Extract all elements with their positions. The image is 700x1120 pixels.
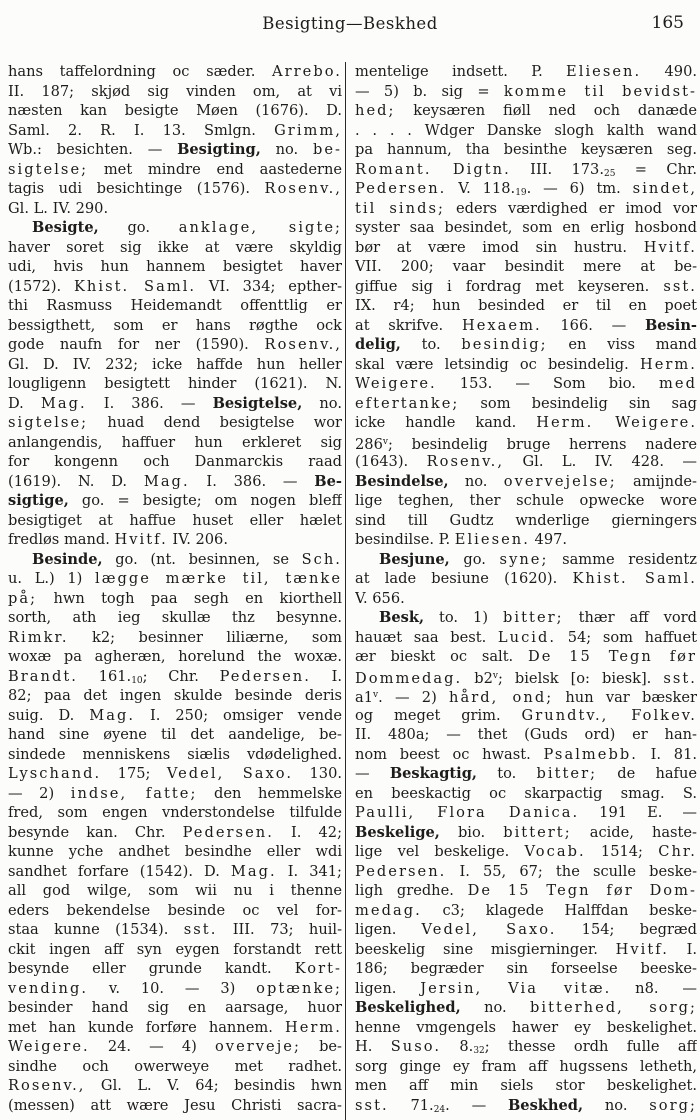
text-line: Wb.: besichten. — Besigting, no. be-	[8, 141, 342, 158]
text-line: ligen. Jersin, Via vitæ. n8. —	[355, 979, 697, 997]
text-line: IX. r4; hun besinded er til en poet	[355, 297, 697, 314]
text-line: Gl. L. IV. 290.	[8, 199, 109, 217]
text-line: tagis udi besichtinge (1576). Rosenv.,	[8, 180, 342, 197]
text-line: Brandt. 161.10; Chr. Pedersen. I.	[8, 667, 342, 686]
column-left	[8, 62, 342, 1120]
text-line: sorth, ath ieg skullæ thz besynne.	[8, 609, 342, 626]
text-line: ckit ingen aff syn eygen forstandt rett	[8, 940, 342, 958]
text-line: syster saa besindet, som en erlig hosbond	[355, 219, 697, 236]
column-right	[346, 62, 697, 1120]
text-line: ær bieskt oc salt. De 15 Tegn før	[355, 648, 697, 665]
text-line: Lyschand. 175; Vedel, Saxo. 130.	[8, 765, 342, 782]
text-line: — 5) b. sig = komme til bevidst-	[355, 82, 697, 100]
text-line: beeskelig sine misgierninger. Hvitf. I.	[355, 940, 697, 958]
text-line: 286$^v$; besindelig bruge herrens nadere	[355, 435, 697, 452]
text-line: en beeskactig oc skarpactig smag. S.	[355, 784, 697, 802]
text-line: . . . . Wdger Danske slogh kalth wand	[355, 121, 697, 139]
text-line: nom beest oc hwast. Psalmebb. I. 81.	[355, 745, 697, 763]
text-line: sindede menniskens siælis vdødelighed.	[8, 745, 342, 763]
text-line: Rimkr. k2; besinner liliærne, som	[8, 628, 342, 646]
text-line: Dommedag. b2$^v$; bielsk [o: biesk]. sst.	[355, 669, 697, 686]
text-line: på; hwn togh paa segh en kiorthell	[8, 589, 342, 607]
text-line: II. 480a; — thet (Guds ord) er han-	[355, 726, 697, 743]
text-line: vending. v. 10. — 3) optænke;	[8, 979, 342, 997]
text-line: Besindelse, no. overvejelse; amijnde-	[355, 472, 697, 490]
text-line: pa hannum, tha besinthe keysæren seg.	[355, 141, 697, 158]
text-line: sigtelse; met mindre end aastederne	[8, 160, 342, 178]
text-line: besynde kan. Chr. Pedersen. I. 42;	[8, 823, 342, 841]
text-line: sindhe och owerweye met radhet.	[8, 1057, 342, 1075]
text-line: at skrifve. Hexaem. 166. — Besin-	[355, 316, 697, 334]
text-line: næsten kan besigte Møen (1676). D.	[8, 102, 342, 119]
text-line: Paulli, Flora Danica. 191 E. —	[355, 804, 697, 821]
text-line: icke handle kand. Herm. Weigere.	[355, 414, 697, 431]
text-line: eders bekendelse besinde oc vel for-	[8, 901, 342, 919]
text-line: giffue sig i fordrag met keyseren. sst.	[355, 277, 697, 295]
text-line: — Beskagtig, to. bitter; de hafue	[355, 765, 697, 782]
text-line: u. L.) 1) lægge mærke til, tænke	[8, 570, 342, 587]
text-line: besigtiget at haffue huset eller hælet	[8, 511, 342, 529]
text-line: Weigere. 153. — Som bio. med	[355, 375, 697, 392]
text-line: lige vel beskelige. Vocab. 1514; Chr.	[355, 843, 697, 860]
text-line: Besk, to. 1) bitter; thær aff vord	[379, 609, 697, 626]
text-line: fred, som engen vnderstondelse tilfulde	[8, 804, 342, 821]
text-line: met han kunde forføre hannem. Herm.	[8, 1018, 342, 1036]
text-line: men aff min siels stor beskelighet.	[355, 1077, 697, 1094]
text-line: fredløs mand. Hvitf. IV. 206.	[8, 531, 228, 548]
text-line: 82; paa det ingen skulde besinde deris	[8, 687, 342, 704]
text-line: sst. 71.24. — Beskhed, no. sorg;	[355, 1096, 697, 1115]
text-line: Besjune, go. syne; samme residentz	[379, 550, 697, 568]
text-line: Saml. 2. R. I. 13. Smlgn. Grimm,	[8, 121, 342, 139]
text-line: delig, to. besindig; en viss mand	[355, 336, 697, 353]
text-line: lige teghen, ther schule opwecke wore	[355, 492, 697, 509]
text-line: woxæ pa agheræn, horelund the woxæ.	[8, 648, 342, 665]
text-line: a1$^v$. — 2) hård, ond; hun var bæsker	[355, 689, 697, 706]
text-line: for kongenn och Danmarckis raad	[8, 453, 342, 470]
text-line: Pedersen. I. 55, 67; the sculle beske-	[355, 862, 697, 880]
text-line: suig. D. Mag. I. 250; omsiger vende	[8, 706, 342, 724]
text-line: V. 656.	[355, 589, 405, 607]
text-line: II. 187; skjød sig vinden om, at vi	[8, 82, 342, 100]
text-line: sind till Gudtz wnderlige gierningers	[355, 511, 697, 529]
text-line: mentelige indsett. P. Eliesen. 490.	[355, 63, 697, 80]
page-header	[0, 0, 700, 60]
text-line: Weigere. 24. — 4) overveje; be-	[8, 1038, 342, 1055]
text-line: Beskelige, bio. bittert; acide, haste-	[355, 823, 697, 841]
text-line: staa kunne (1534). sst. III. 73; huil-	[8, 921, 342, 938]
text-line: besinder hand sig en aarsage, huor	[8, 999, 342, 1016]
text-line: D. Mag. I. 386. — Besigtelse, no.	[8, 394, 342, 412]
text-line: bessigthett, som er hans røgthe ock	[8, 316, 342, 334]
text-line: skal være letsindig oc besindelig. Herm.	[355, 355, 697, 373]
text-line: hans taffelordning oc sæder. Arrebo.	[8, 63, 342, 80]
text-line: 186; begræder sin forseelse beeske-	[355, 960, 697, 977]
text-line: anlangendis, haffuer hun erkleret sig	[8, 433, 342, 451]
text-line: hed; keysæren fiøll ned och danæde	[355, 102, 697, 119]
text-line: og meget grim. Grundtv., Folkev.	[355, 706, 697, 724]
text-line: Beskelighed, no. bitterhed, sorg;	[355, 999, 697, 1016]
text-line: Gl. D. IV. 232; icke haffde hun heller	[8, 355, 342, 373]
text-line: henne vmgengels hawer ey beskelighet.	[355, 1018, 697, 1036]
text-line: thi Rasmuss Heidemandt offenttlig er	[8, 297, 342, 314]
page-number: 165	[651, 13, 684, 33]
text-line: sigtige, go. = besigte; om nogen bleff	[8, 492, 342, 509]
text-line: besindilse. P. Eliesen. 497.	[355, 531, 568, 548]
text-line: Rosenv., Gl. L. V. 64; besindis hwn	[8, 1077, 342, 1094]
text-line: besynde eller grunde kandt. Kort-	[8, 960, 342, 977]
text-line: all god wilge, som wii nu i thenne	[8, 882, 342, 899]
text-body	[0, 60, 700, 1120]
text-line: H. Suso. 8.32; thesse ordh fulle aff	[355, 1038, 697, 1056]
text-line: ligen. Vedel, Saxo. 154; begræd	[355, 921, 697, 938]
text-line: (1619). N. D. Mag. I. 386. — Be-	[8, 472, 342, 490]
text-line: lougligenn besigtett hinder (1621). N.	[8, 375, 342, 392]
text-line: sorg ginge ey fram aff hugssens letheth,	[355, 1057, 697, 1075]
text-line: udi, hvis hun hannem besigtet haver	[8, 258, 342, 275]
text-line: Besinde, go. (nt. besinnen, se Sch.	[32, 550, 342, 568]
running-title: Besigting—Beskhed	[262, 14, 438, 33]
text-line: til sinds; eders værdighed er imod vor	[355, 199, 697, 217]
text-line: ligh gredhe. De 15 Tegn før Dom-	[355, 882, 697, 899]
text-line: — 2) indse, fatte; den hemmelske	[8, 784, 342, 802]
text-line: kunne yche andhet besindhe eller wdi	[8, 843, 342, 860]
text-line: VII. 200; vaar besindit mere at be-	[355, 258, 697, 275]
text-line: hand sine øyene til det aandelige, be-	[8, 726, 342, 743]
text-line: medag. c3; klagede Halffdan beske-	[355, 901, 697, 919]
text-line: (1643). Rosenv., Gl. L. IV. 428. —	[355, 453, 697, 470]
text-line: sandhet forfare (1542). D. Mag. I. 341;	[8, 862, 342, 880]
text-line: gode naufn for ner (1590). Rosenv.,	[8, 336, 342, 353]
text-line: Besigte, go. anklage, sigte;	[32, 219, 342, 236]
text-line: bør at være imod sin hustru. Hvitf.	[355, 238, 697, 256]
text-line: eftertanke; som besindelig sin sag	[355, 394, 697, 412]
text-line: sigtelse; huad dend besigtelse wor	[8, 414, 342, 431]
text-line: (messen) att wære Jesu Christi sacra-	[8, 1096, 342, 1114]
text-line: Romant. Digtn. III. 173.25 = Chr.	[355, 160, 697, 179]
text-line: haver soret sig ikke at være skyldig	[8, 238, 342, 256]
text-line: at lade besiune (1620). Khist. Saml.	[355, 570, 697, 587]
text-line: (1572). Khist. Saml. VI. 334; epther-	[8, 277, 342, 295]
text-line: hauæt saa best. Lucid. 54; som haffuet	[355, 628, 697, 646]
text-line: Pedersen. V. 118.19. — 6) tm. sindet,	[355, 180, 697, 198]
